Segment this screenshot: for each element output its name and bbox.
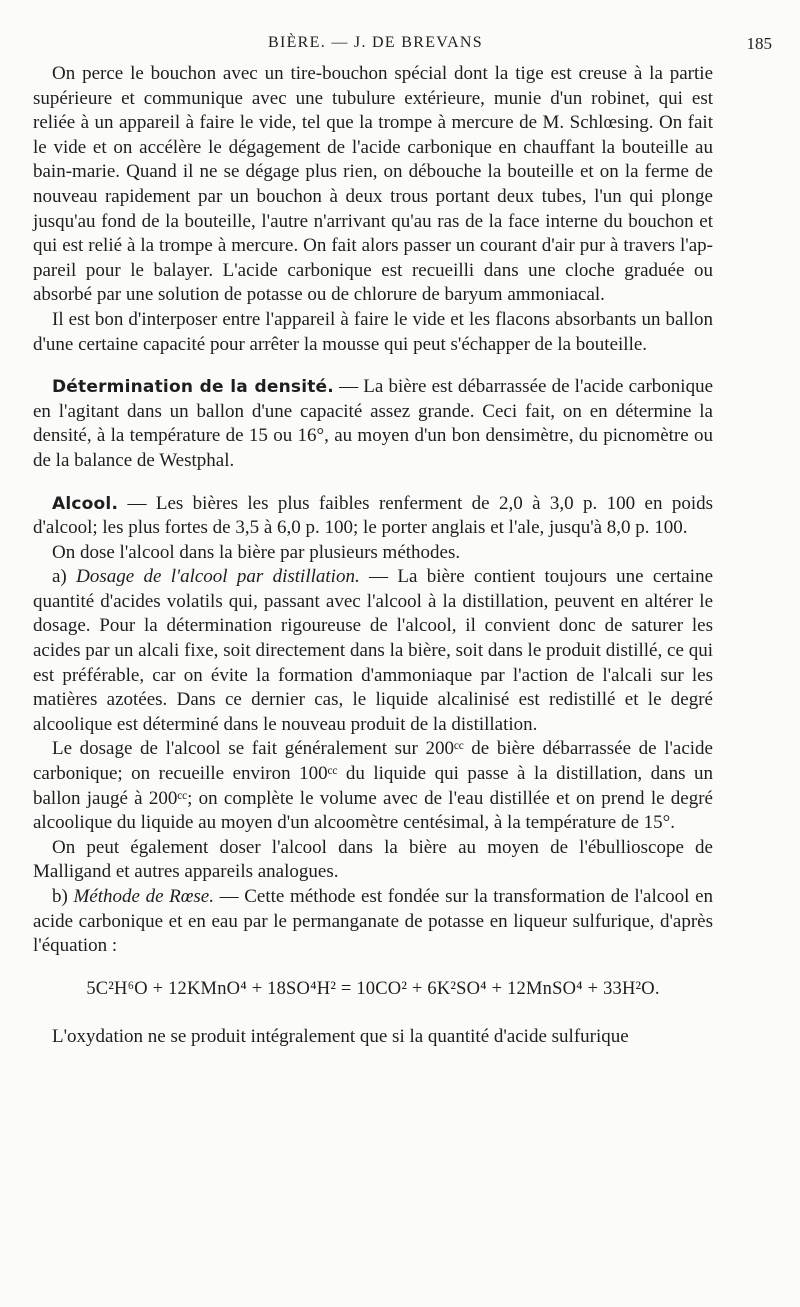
paragraph-dosage — [33, 737, 713, 835]
paragraph-ebullioscope — [33, 836, 713, 885]
paragraph-roese — [33, 885, 713, 959]
section-densite — [33, 375, 713, 473]
item-marker-a: a) — [52, 566, 77, 588]
page-body — [33, 62, 713, 1050]
paragraph-text: — Les bières les plus faibles renferment de 2,0 à 3,0 p. 100 en poids d'alcool; les plus fortes de 3,5 à 6,0 p. 100; le porter anglais et l'ale, jusqu'à 8,0 p. 100. — [33, 492, 713, 539]
subheading-distillation: Dosage de l'alcool par distillation. — [76, 566, 360, 588]
paragraph-text: L'oxydation ne se produit intégralement que si la quantité d'acide sulfurique — [52, 1026, 629, 1048]
paragraph-methodes — [33, 541, 713, 566]
paragraph-text: On perce le bouchon avec un tire-bouchon spécial dont la tige est creuse à la partie supérieure et communique avec une tubulure extérieure, munie d'un robinet, qui est reliée à un appareil à faire le vide, tel que la trompe à mercure de M. Schlœsing. On fait le vide et on accélère le dégagement de l'acide carbonique en chauffant la bouteille au bain-marie. Quand il ne se dégage plus rien, on débouche la bouteille et on la ferme de nouveau rapidement par un bouchon à deux trous portant deux tubes, l'un qui plonge jusqu'au fond de la bouteille, l'autre n'arrivant qu'au ras de la face interne du bouchon et qui est relié à la trompe à mercure. On fait alors passer un courant d'air pur à travers l'appareil pour le balayer. L'acide carbonique est recueilli dans une cloche graduée ou absorbé par une solution de potasse ou de chlorure de baryum ammoniacal. — [33, 63, 713, 306]
paragraph-text: — Cette méthode est fondée sur la transformation de l'alcool en acide carbonique et en eau par le permanganate de potasse en liqueur sulfurique, d'après l'équation : — [33, 886, 714, 957]
paragraph-text: — La bière contient toujours une certaine quantité d'acides volatils qui, passant avec l'alcool à la distillation, peuvent en altérer le dosage. Pour la détermination rigoureuse de l'alcool, il convient donc de saturer les acides par un alcali fixe, soit directement dans la bière, soit dans le produit distillé, ce qui est préférable, car on évite la formation d'ammoniaque par l'action de l'alcali sur les matières azotées. Dans ce dernier cas, le liquide alcalinisé est redistillé et le degré alcoolique est déterminé dans le nouveau produit de la distillation. — [33, 566, 714, 735]
running-header — [0, 34, 800, 56]
paragraph-text: On peut également doser l'alcool dans la bière au moyen de l'ébullioscope de Malligand et autres appareils analogues. — [33, 836, 713, 883]
section-heading-densite: Détermination de la densité. — [52, 377, 334, 398]
item-marker-b: b) — [52, 886, 74, 907]
section-alcool — [33, 492, 713, 541]
paragraph-text: — La bière est débarrassée de l'acide carbonique en l'agitant dans un ballon d'une capacité assez grande. Ceci fait, on en détermine la densité, à la température de 15 ou 16°, au moyen d'un bon densimètre, du picnomètre ou de la balance de Westphal. — [33, 376, 714, 471]
subheading-roese: Méthode de Rœse. — [73, 886, 214, 907]
paragraph-text: Le dosage de l'alcool se fait généralement sur 200ᶜᶜ de bière débarrassée de l'acide carbonique; on recueille environ 100ᶜᶜ du liquide qui passe à la distillation, dans un ballon jaugé à 200ᶜᶜ; on complète le volume avec de l'eau distillée et on prend le degré alcoolique du liquide au moyen d'un alcoomètre centésimal, à la température de 15°. — [33, 738, 713, 834]
paragraph-ballon — [33, 308, 713, 357]
section-heading-alcool: Alcool. — [52, 493, 119, 514]
paragraph-distillation — [33, 565, 713, 737]
chemical-equation: 5C²H⁶O + 12KMnO⁴ + 18SO⁴H² = 10CO² + 6K²SO⁴ + 12MnSO⁴ + 33H²O. — [86, 978, 660, 999]
paragraph-text: Il est bon d'interposer entre l'appareil à faire le vide et les flacons absorbants un ballon d'une certaine capacité pour arrêter la mousse qui peut s'échapper de la bouteille. — [33, 308, 713, 355]
running-title: BIÈRE. — J. DE BREVANS — [268, 34, 483, 51]
page-number: 185 — [746, 34, 772, 53]
paragraph-oxydation — [33, 1025, 713, 1050]
paragraph-text: On dose l'alcool dans la bière par plusieurs méthodes. — [52, 541, 461, 563]
paragraph-bouchon — [33, 62, 713, 308]
